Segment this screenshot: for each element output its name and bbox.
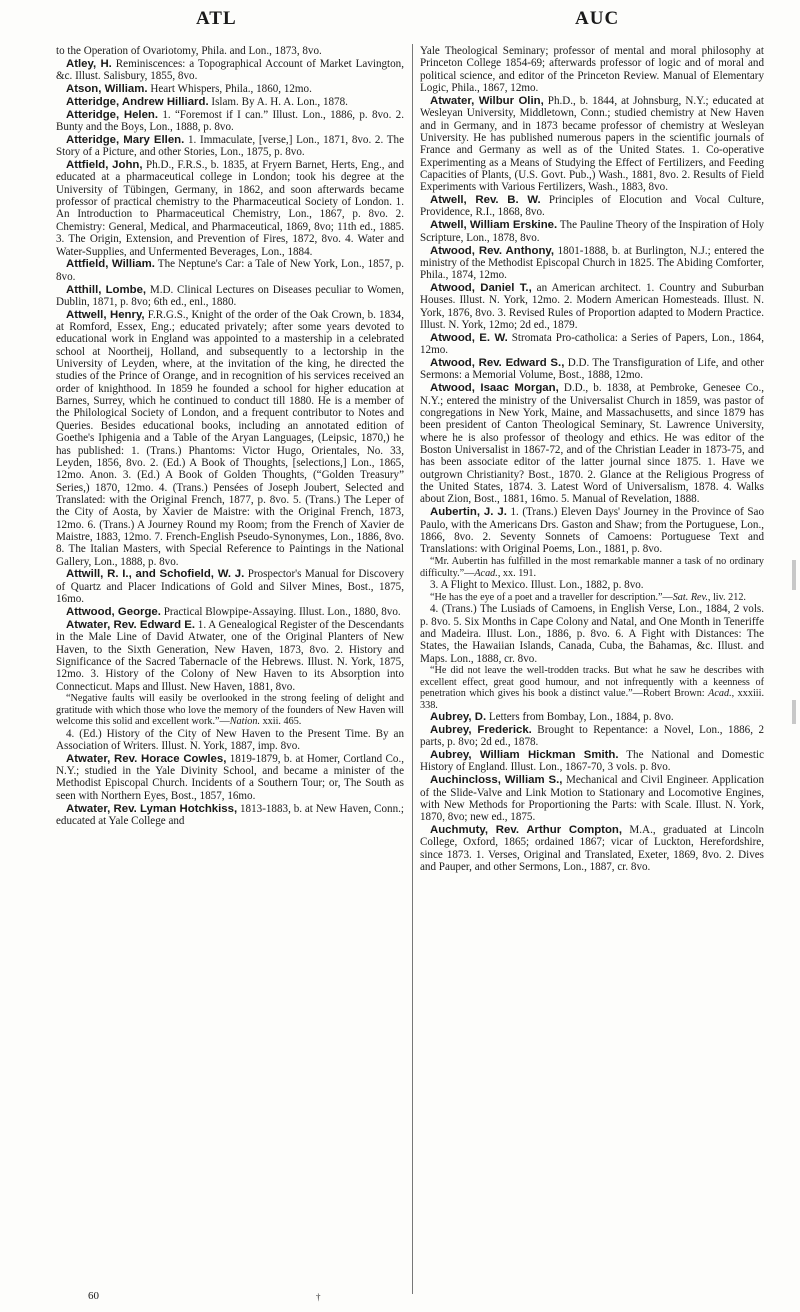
entry-headword: Auchincloss, William S., xyxy=(430,774,563,787)
entry-headword: Atwood, Rev. Edward S., xyxy=(430,357,565,370)
review-quote xyxy=(420,665,764,711)
dictionary-entry xyxy=(420,749,764,774)
entry-headword: Atwood, E. W. xyxy=(430,331,508,344)
dictionary-entry xyxy=(56,58,404,83)
dictionary-entry xyxy=(56,134,404,159)
entry-headword: Attfield, John, xyxy=(66,159,143,172)
dictionary-entry xyxy=(420,774,764,823)
running-head xyxy=(0,8,800,38)
dictionary-entry xyxy=(56,96,404,108)
entry-text: Ph.D., F.R.S., b. 1835, at Fryern Barnet, Herts, Eng., and educated at a pharmaceutical college in London; took his degree at the University of Tübingen, Germany, in 1862, and soon afterwards became professor of practical chemistry to the Pharmaceutical Society of London. 1. An Introduction to Pharmaceutical Chemistry, Lon., 1867, p. 8vo. 2. Chemistry: General, Medical, and Pharmaceutical, 1869, 8vo; 11th ed., 1885. 3. The Origin, Extension, and Prevention of Fires, 1872, 8vo. 4. Water and Water-Supplies, and Unfermented Beverages, Lon., 1884. xyxy=(56,159,404,258)
entry-text: M.A., graduated at Lincoln College, Oxford, 1865; ordained 1867; vicar of Luckton, Herefordshire, since 1873. 1. Verses, Original and Translated, Exeter, 1869, 8vo. 2. Dives and Pauper, and other Sermons, Lon., 1887, cr. 8vo. xyxy=(420,824,764,874)
entry-text: Reminiscences: a Topographical Account of Market Lavington, &c. Illust. Salisbury, 1855, 8vo. xyxy=(56,57,404,83)
entry-headword: Aubrey, Frederick. xyxy=(430,723,532,736)
dictionary-entry xyxy=(420,332,764,357)
entry-text: Stromata Pro-catholica: a Series of Papers, Lon., 1864, 12mo. xyxy=(420,331,765,357)
entry-headword: Aubrey, D. xyxy=(430,711,487,723)
entry-headword: Atteridge, Andrew Hilliard. xyxy=(66,95,209,108)
entry-headword: Attwood, George. xyxy=(66,605,161,618)
dictionary-entry xyxy=(56,109,404,134)
entry-text: Brought to Repentance: a Novel, Lon., 1886, 2 parts, p. 8vo; 2d ed., 1878. xyxy=(420,723,764,749)
entry-text: F.R.G.S., Knight of the order of the Oak Crown, b. 1834, at Romford, Essex, Eng.; educated privately; after some years devoted to educational work in England was appointed to a mastership in a celebrated school at Noortheij, Holland, and subsequently to a lectorship in the University of Leyden, where, at the invitation of the king, he directed the studies of the Prince of Orange, and in recognition of his services received an order of knighthood. In 1859 he founded a school for higher education at Barnes, Surrey, which he continued to conduct till 1880. He is a member of the Philological Society of London, and a frequent contributor to Notes and Queries. Besides educational books, including an annotated edition of Goethe's Iphigenia and a Table of the Aryan Languages, (Leipsic, 1870,) he has published: 1. (Trans.) Phantoms: Victor Hugo, Orientales, No. 33, Leyden, 1856, 8vo. 2. (Ed.) A Book of Thoughts, [selections,] Lon., 1865, 12mo. Anon. 3. (Ed.) A Book of Golden Thoughts, (“Golden Treasury” Series,) 1870, 12mo. 4. (Trans.) Pensées of Joseph Joubert, Selected and Translated: with the Original French, 1877, p. 8vo. 5. (Trans.) The Leper of the City of Aosta, by Xavier de Maistre: with the Original French, 1873, 12mo. 6. (Trans.) A Journey Round my Room; from the French of Xavier de Maistre, 1883, 12mo. 7. French-English Pseudo-Synonymes, Lon., 1886, 8vo. 8. The Italian Masters, with Special Reference to Paintings in the National Gallery, Lon., 1888, p. 8vo. xyxy=(56,308,404,568)
entry-text: Islam. By A. H. A. Lon., 1878. xyxy=(208,95,348,108)
page-edge-mark xyxy=(792,560,796,590)
dictionary-entry xyxy=(420,245,764,282)
dictionary-entry xyxy=(56,619,404,693)
quote-text: “Negative faults will easily be overlooked in the strong feeling of delight and gratitude with which those who love the memory of the founders of New Haven will welcome this solid and excellent work.”— xyxy=(56,693,404,728)
entry-headword: Atwell, William Erskine. xyxy=(430,219,558,232)
entry-continuation xyxy=(56,45,404,57)
entry-headword: Atwater, Wilbur Olin, xyxy=(430,94,544,107)
column-divider xyxy=(412,44,413,1294)
quote-citation: , xx. 191. xyxy=(497,567,537,579)
entry-continuation xyxy=(420,579,764,591)
entry-text: D.D. The Transfiguration of Life, and other Sermons: a Memorial Volume, Bost., 1888, 12mo. xyxy=(420,357,764,382)
entry-text: 4. (Trans.) The Lusiads of Camoens, in English Verse, Lon., 1884, 2 vols. p. 8vo. 5. Six Months in Cape Colony and Natal, and One Month in Teneriffe and Madeira. Illust. Lon., 1886, p. 8vo. 6. A Fight with Distances: The States, the Hawaiian Islands, Canada, Cuba, the Bahamas, &c. Illust. and Maps. Lon., 1888, cr. 8vo. xyxy=(420,603,764,665)
dictionary-entry xyxy=(420,506,764,555)
entry-text: to the Operation of Ovariotomy, Phila. and Lon., 1873, 8vo. xyxy=(56,45,322,57)
quote-citation: , liv. 212. xyxy=(707,591,746,603)
entry-text: 1. (Trans.) Eleven Days' Journey in the Province of Sao Paulo, with the Americans Drs. Gaston and Shaw; from the Portuguese, Lon., 1866, 8vo. 2. Seventy Sonnets of Camoens: Portuguese Text and Translations: with Original Poems, Lon., 1881, p. 8vo. xyxy=(420,506,764,556)
quote-source: Sat. Rev. xyxy=(672,591,708,603)
entry-text: 3. A Flight to Mexico. Illust. Lon., 1882, p. 8vo. xyxy=(430,578,644,591)
entry-text: 1. “Foremost if I can.” Illust. Lon., 1886, p. 8vo. 2. Bunty and the Boys, Lon., 1888, p. 8vo. xyxy=(56,108,404,134)
dictionary-entry xyxy=(56,606,404,618)
entry-text: 1. Immaculate, [verse,] Lon., 1871, 8vo. 2. The Story of a Picture, and other Stories, Lon., 1875, p. 8vo. xyxy=(56,133,404,159)
entry-text: Prospector's Manual for Discovery of Quartz and Placer Indications of Gold and Silver Mines, Bost., 1875, 16mo. xyxy=(56,568,405,606)
dictionary-entry xyxy=(56,568,404,605)
dictionary-entry xyxy=(56,309,404,568)
entry-headword: Atwater, Rev. Edward E. xyxy=(66,618,195,631)
dictionary-entry xyxy=(420,824,764,873)
dictionary-entry xyxy=(56,284,404,309)
dictionary-entry xyxy=(420,95,764,194)
signature-mark: † xyxy=(316,1292,321,1302)
entry-continuation xyxy=(420,45,764,94)
entry-text: Yale Theological Seminary; professor of mental and moral philosophy at Princeton College 1854-69; afterwards professor of logic and of moral and political science, and editor of the Princeton Review. Manual of Elementary Logic, Phila., 1867, 12mo. xyxy=(420,45,764,95)
right-column xyxy=(420,45,764,874)
entry-headword: Atley, H. xyxy=(66,57,112,70)
entry-headword: Attwill, R. I., and Schofield, W. J. xyxy=(66,568,245,581)
entry-text: 1813-1883, b. at New Haven, Conn.; educated at Yale College and xyxy=(56,802,404,827)
entry-headword: Atwood, Isaac Morgan, xyxy=(430,382,559,395)
entry-text: The Neptune's Car: a Tale of New York, Lon., 1857, p. 8vo. xyxy=(56,258,404,283)
entry-headword: Atwater, Rev. Horace Cowles, xyxy=(66,752,227,765)
quote-source: Acad. xyxy=(708,688,732,700)
page-edge-mark xyxy=(792,700,796,724)
entry-headword: Atwell, Rev. B. W. xyxy=(430,194,541,207)
quote-text: “Mr. Aubertin has fulfilled in the most remarkable manner a task of no ordinary difficulty.”— xyxy=(420,556,764,579)
dictionary-entry xyxy=(56,83,404,95)
entry-text: Heart Whispers, Phila., 1860, 12mo. xyxy=(147,83,312,96)
left-column xyxy=(56,45,404,828)
entry-headword: Atwood, Daniel T., xyxy=(430,282,532,295)
entry-text: Principles of Elocution and Vocal Culture, Providence, R.I., 1868, 8vo. xyxy=(420,194,764,219)
quote-text: “He did not leave the well-trodden tracks. But what he saw he describes with excellent effect, great good humour, and not infrequently with a keenness of penetration which gives his book a distinct value.”—Robert Brown: xyxy=(420,665,764,700)
running-head-left: ATL xyxy=(196,8,237,29)
quote-citation: xxii. 465. xyxy=(260,716,302,728)
quote-source: Nation. xyxy=(229,716,261,728)
entry-text: 4. (Ed.) History of the City of New Haven to the Present Time. By an Association of Writers. Illust. N. York, 1887, imp. 8vo. xyxy=(56,727,404,752)
entry-text: an American architect. 1. Country and Suburban Houses. Illust. N. York, 12mo. 2. Modern American Homesteads. Illust. N. York, 1876, 8vo. 3. Revised Rules of Proportion adapted to Modern Practice. Illust. N. York, 12mo; 2d ed., 1879. xyxy=(420,282,764,332)
entry-headword: Atwood, Rev. Anthony, xyxy=(430,244,555,257)
quote-text: “He has the eye of a poet and a traveller for description.”— xyxy=(430,591,673,603)
entry-text: D.D., b. 1838, at Pembroke, Genesee Co., N.Y.; entered the ministry of the Universalist Church in 1859, was pastor of congregations in New York, Maine, and Massachusetts, and since 1879 has been president of Canton Theological Seminary, St. Lawrence University, where he is also professor of theology and ethics. He was editor of the Boston Universalist in 1867-72, and of the Christian Leader in 1873-75, and has been associate editor of the latter journal since 1875. 1. Have we outgrown Christianity? Bost., 1870. 2. Glance at the Religious Progress of the United States, 1874. 3. Latest Word of Universalism, 1878. 4. Walks about Zion, Bost., 1881, 16mo. 5. Manual of Revelation, 1888. xyxy=(420,382,764,506)
entry-text: The Pauline Theory of the Inspiration of Holy Scripture, Lon., 1878, 8vo. xyxy=(420,219,764,244)
dictionary-entry xyxy=(420,382,764,505)
entry-text: The National and Domestic History of England. Illust. Lon., 1867-70, 3 vols. p. 8vo. xyxy=(420,749,764,774)
entry-headword: Aubertin, J. J. xyxy=(430,506,507,519)
entry-text: 1. A Genealogical Register of the Descendants in the Male Line of David Atwater, one of the Original Planters of New Haven, to the Sixth Generation, New Haven, 1873, 8vo. 2. History and Significance of the Sacred Tabernacle of the Hebrews. Illust. N. York, 1875, 12mo. 3. History of the Colony of New Haven to its Absorption into Connecticut. Maps and Illust. New Haven, 1881, 8vo. xyxy=(56,618,404,693)
entry-text: Practical Blowpipe-Assaying. Illust. Lon., 1880, 8vo. xyxy=(160,605,401,618)
entry-headword: Auchmuty, Rev. Arthur Compton, xyxy=(430,824,623,837)
entry-text: Ph.D., b. 1844, at Johnsburg, N.Y.; educated at Wesleyan University, Middletown, Conn.; studied chemistry at New Haven and in Germany, and in 1873 became professor of chemistry at Wesleyan University. He has published numerous papers in the scientific journals of France and Germany as well as of the United States. 1. Co-operative Experimenting as a Means of Studying the Effect of Fertilizers, and Feeding Capacities of Plants, (U.S. Govt. Pub.,) Wash., 1881, 8vo. 2. Results of Field Experiments with Various Fertilizers, Wash., 1883, 8vo. xyxy=(420,94,765,194)
dictionary-entry xyxy=(420,711,764,723)
entry-headword: Atwater, Rev. Lyman Hotchkiss, xyxy=(66,802,238,815)
dictionary-entry xyxy=(420,219,764,244)
entry-text: Letters from Bombay, Lon., 1884, p. 8vo. xyxy=(486,711,674,723)
entry-headword: Atthill, Lombe, xyxy=(66,283,147,296)
entry-headword: Atson, William. xyxy=(66,83,148,96)
dictionary-entry xyxy=(56,803,404,828)
entry-continuation xyxy=(56,728,404,753)
entry-headword: Attfield, William. xyxy=(66,258,155,271)
entry-text: 1801-1888, b. at Burlington, N.J.; entered the ministry of the Methodist Episcopal Church in 1825. The Abiding Comforter, Phila., 1874, 12mo. xyxy=(420,244,764,282)
quote-source: Acad. xyxy=(474,567,498,579)
entry-headword: Aubrey, William Hickman Smith. xyxy=(430,749,619,762)
entry-text: 1819-1879, b. at Homer, Cortland Co., N.Y.; studied in the Yale Divinity School, and became a minister of the Methodist Episcopal Church. Incidents of a Southern Tour; or, The South as seen with Northern Eyes, Bost., 1857, 16mo. xyxy=(56,752,405,802)
entry-headword: Atteridge, Mary Ellen. xyxy=(66,133,185,146)
running-head-right: AUC xyxy=(575,8,620,29)
entry-text: M.D. Clinical Lectures on Diseases peculiar to Women, Dublin, 1871, p. 8vo; 6th ed., enl., 1880. xyxy=(56,283,404,308)
review-quote xyxy=(420,556,764,579)
quote-citation: , xxxiii. 338. xyxy=(420,688,764,711)
dictionary-entry xyxy=(420,282,764,331)
entry-text: Mechanical and Civil Engineer. Application of the Slide-Valve and Link Motion to Stationary and Locomotive Engines, with New Methods for Proportioning the Parts: with Scale. Illust. N. York, 1870, 8vo; new ed., 1875. xyxy=(420,774,764,824)
dictionary-entry xyxy=(420,194,764,219)
dictionary-entry xyxy=(56,753,404,802)
dictionary-entry xyxy=(56,258,404,283)
dictionary-entry xyxy=(420,724,764,749)
dictionary-entry xyxy=(56,159,404,258)
entry-continuation xyxy=(420,603,764,665)
review-quote xyxy=(420,592,764,603)
entry-headword: Atteridge, Helen. xyxy=(66,108,159,121)
dictionary-entry xyxy=(420,357,764,382)
review-quote xyxy=(56,693,404,727)
entry-headword: Attwell, Henry, xyxy=(66,308,145,321)
page-number: 60 xyxy=(88,1290,99,1302)
